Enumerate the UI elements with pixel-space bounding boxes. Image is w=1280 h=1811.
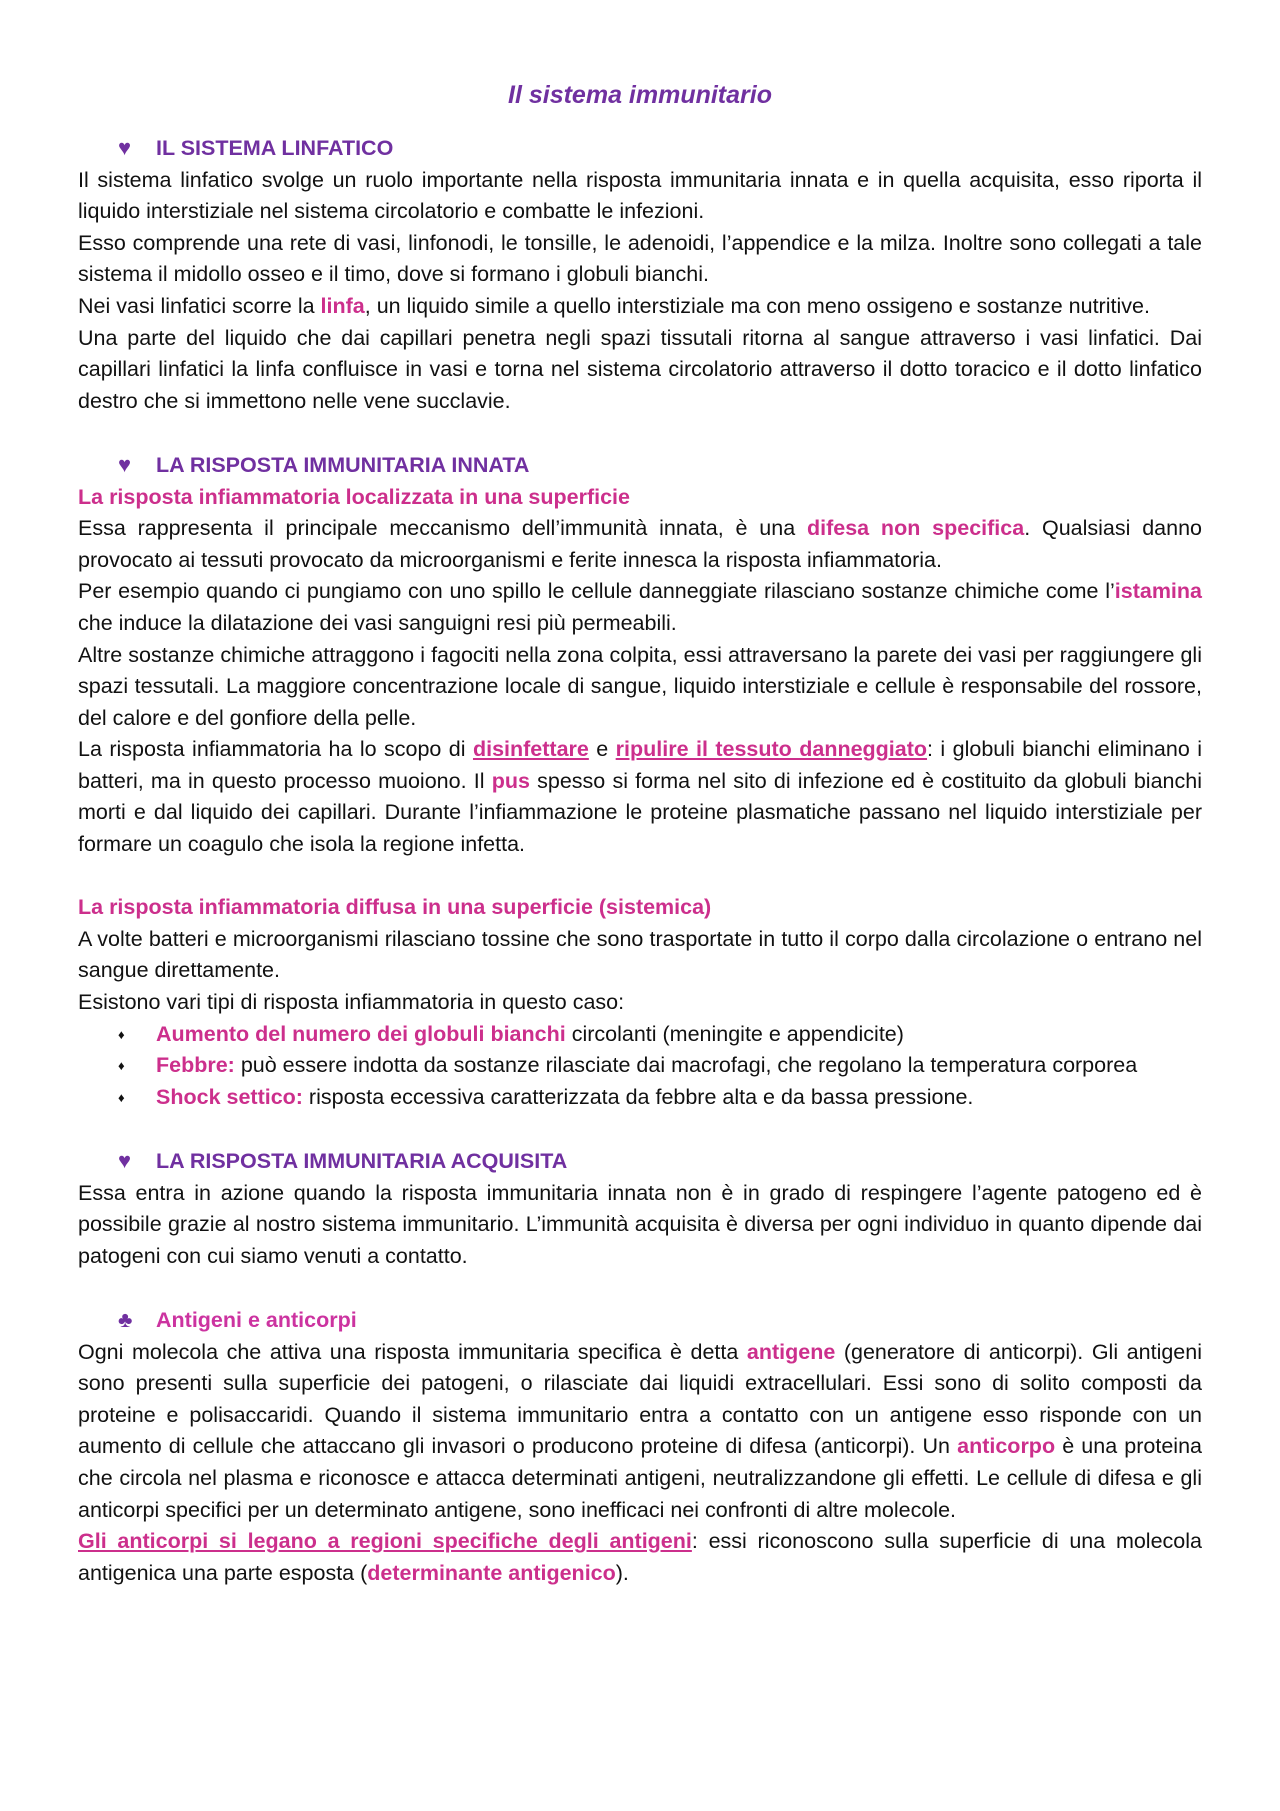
text-run: spesso si forma nel sito di infezione ed è costituito da globuli bianchi morti e dal liquido dei capillari. Durante l’infiammazione le proteine plasmatiche passano nel liquido interstiziale per formare un coagulo che isola la regione infetta. [78, 768, 1202, 857]
paragraph [78, 291, 1202, 323]
spacer [78, 417, 1202, 449]
diamond-bullet-icon: ♦ [118, 1058, 125, 1074]
highlight-term: Aumento del numero dei globuli bianchi [156, 1021, 566, 1046]
paragraph: Essa entra in azione quando la risposta immunitaria innata non è in grado di respingere l’agente patogeno ed è possibile grazie al nostro sistema immunitario. L’immunità acquisita è diversa per ogni individuo in quanto dipende dai patogeni con cui siamo venuti a contatto. [78, 1180, 1202, 1268]
paragraph [78, 734, 1202, 860]
list-item-text [156, 1082, 1202, 1114]
section-heading-linfatico [78, 132, 1202, 165]
paragraph [78, 1337, 1202, 1527]
highlight-term: anticorpo [957, 1434, 1056, 1459]
section-heading-innata [78, 449, 1202, 482]
section-heading-acquisita [78, 1145, 1202, 1178]
spacer [78, 1272, 1202, 1304]
text-run: Per esempio quando ci pungiamo con uno spillo le cellule danneggiate rilasciano sostanze chimiche come l’ [78, 579, 1115, 604]
paragraph [78, 576, 1202, 639]
heading-text: IL SISTEMA LINFATICO [156, 136, 394, 160]
subheading: La risposta infiammatoria localizzata in una superficie [78, 484, 630, 509]
heart-icon: ♥ [118, 135, 132, 160]
text-run: La risposta infiammatoria ha lo scopo di [78, 737, 473, 762]
text-run: e [588, 737, 616, 762]
text-run: : i globuli bianchi eliminano i batteri, ma in questo processo muoiono. Il [78, 737, 1202, 793]
text-run: (generatore di anticorpi). Gli antigeni sono presenti sulla superficie dei patogeni, o rilasciate dai liquidi extracellulari. Essi sono di solito composti da proteine e polisaccaridi. Quando il sistema immunitario entra a contatto con un antigene esso risponde con un aumento di cellule che attaccano gli invasori o producono proteine di difesa (anticorpi). Un [78, 1339, 1202, 1459]
heading-text: LA RISPOSTA IMMUNITARIA INNATA [156, 452, 530, 477]
text-run: è una proteina che circola nel plasma e riconosce e attacca determinati antigeni, neutralizzandone gli effetti. Le cellule di difesa e gli anticorpi specifici per un determinato antigene, sono inefficaci nei confronti di altre molecole. [78, 1434, 1203, 1522]
paragraph: Altre sostanze chimiche attraggono i fagociti nella zona colpita, essi attraversano la parete dei vasi per raggiungere gli spazi tessutali. La maggiore concentrazione locale di sangue, liquido interstiziale e cellule è responsabile del rossore, del calore e del gonfiore della pelle. [78, 642, 1202, 730]
spacer [78, 1113, 1202, 1145]
text-run: circolanti (meningite e appendicite) [565, 1021, 904, 1046]
text-run: può essere indotta da sostanze rilasciate dai macrofagi, che regolano la temperatura corporea [234, 1053, 1138, 1078]
highlight-term: Gli anticorpi si legano a regioni specifiche degli antigeni [78, 1529, 692, 1554]
paragraph: Esso comprende una rete di vasi, linfonodi, le tonsille, le adenoidi, l’appendice e la milza. Inoltre sono collegati a tale sistema il midollo osseo e il timo, dove si formano i globuli bianchi. [78, 230, 1202, 287]
text-run: Essa rappresenta il principale meccanismo dell’immunità innata, è una [78, 516, 807, 541]
list-item [78, 1082, 1202, 1114]
paragraph: Una parte del liquido che dai capillari penetra negli spazi tissutali ritorna al sangue attraverso i vasi linfatici. Dai capillari linfatici la linfa confluisce in vasi e torna nel sistema circolatorio attraverso il dotto toracico e il dotto linfatico destro che si immettono nelle vene succlavie. [78, 325, 1202, 413]
paragraph: A volte batteri e microorganismi rilasciano tossine che sono trasportate in tutto il corpo dalla circolazione o entrano nel sangue direttamente. [78, 926, 1202, 983]
list-item [78, 1019, 1202, 1051]
text-run: Ogni molecola che attiva una risposta immunitaria specifica è detta [78, 1339, 747, 1364]
highlight-term: Shock settico: [156, 1084, 303, 1109]
section-heading-antigeni [78, 1304, 1202, 1337]
text-run: , un liquido simile a quello interstiziale ma con meno ossigeno e sostanze nutritive. [364, 293, 1150, 318]
paragraph [78, 1526, 1202, 1589]
subheading: La risposta infiammatoria diffusa in una superficie (sistemica) [78, 895, 712, 920]
list-item [78, 1050, 1202, 1082]
document-title: Il sistema immunitario [508, 81, 772, 109]
bullet-list [78, 1019, 1202, 1114]
highlight-term: disinfettare [472, 737, 589, 762]
heart-icon: ♥ [118, 451, 132, 477]
paragraph: Il sistema linfatico svolge un ruolo importante nella risposta immunitaria innata e in quella acquisita, esso riporta il liquido interstiziale nel sistema circolatorio e combatte le infezioni. [78, 167, 1202, 224]
highlight-term: Febbre: [156, 1053, 235, 1078]
highlight-term: istamina [1114, 579, 1202, 604]
diamond-bullet-icon: ♦ [118, 1089, 125, 1105]
text-run: . Qualsiasi danno provocato ai tessuti provocato da microorganismi e ferite innesca la risposta infiammatoria. [78, 516, 1203, 572]
text-run: ). [615, 1560, 629, 1585]
highlight-term: antigene [746, 1339, 836, 1364]
list-item-text [156, 1019, 1202, 1051]
highlight-term: determinante antigenico [367, 1560, 616, 1585]
text-run: : essi riconoscono sulla superficie di una molecola antigenica una parte esposta ( [78, 1529, 1202, 1585]
highlight-term: ripulire il tessuto danneggiato [615, 737, 928, 762]
list-item-text [156, 1050, 1202, 1082]
document-page [78, 78, 1202, 1589]
heading-text: LA RISPOSTA IMMUNITARIA ACQUISITA [156, 1149, 568, 1173]
highlight-term: pus [491, 768, 530, 793]
highlight-term: linfa [320, 293, 365, 318]
heading-text: Antigeni e anticorpi [156, 1307, 357, 1332]
diamond-bullet-icon: ♦ [118, 1026, 125, 1042]
heart-icon: ♥ [118, 1148, 132, 1173]
text-run: che induce la dilatazione dei vasi sanguigni resi più permeabili. [78, 610, 677, 635]
spacer [78, 861, 1202, 893]
text-run: risposta eccessiva caratterizzata da febbre alta e da bassa pressione. [302, 1084, 974, 1109]
club-icon: ♣ [118, 1306, 133, 1332]
paragraph [78, 513, 1202, 576]
highlight-term: difesa non specifica [806, 516, 1025, 541]
paragraph: Esistono vari tipi di risposta infiammatoria in questo caso: [78, 990, 625, 1015]
text-run: Nei vasi linfatici scorre la [78, 293, 321, 318]
